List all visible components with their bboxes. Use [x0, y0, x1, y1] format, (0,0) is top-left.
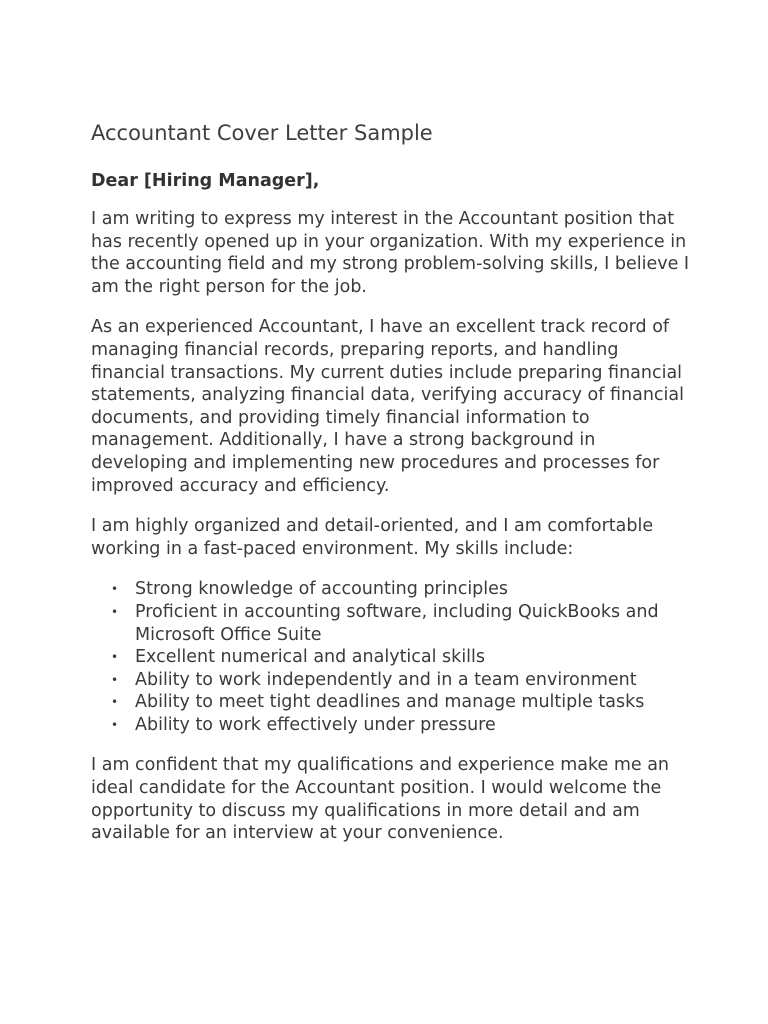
bullet-icon: •	[111, 604, 119, 619]
skill-text: Ability to meet tight deadlines and manage multiple tasks	[135, 692, 645, 713]
list-item	[91, 578, 691, 601]
closing-paragraph: I am confident that my qualifications and experience make me an ideal candidate for the Accountant position. I would welcome the opportunity to discuss my qualifications in more detail and am available for an interview at your convenience.	[91, 755, 670, 844]
list-item	[91, 714, 691, 737]
list-item	[91, 646, 691, 669]
bullet-icon: •	[111, 650, 119, 665]
skills-intro-paragraph: I am highly organized and detail-oriented, and I am comfortable working in a fast-paced environment. My skills include:	[91, 516, 654, 559]
document-title: Accountant Cover Letter Sample	[91, 121, 433, 145]
skill-text: Ability to work independently and in a team environment	[135, 669, 637, 690]
skill-text: Proficient in accounting software, including QuickBooks and Microsoft Office Suite	[135, 601, 659, 645]
intro-paragraph: I am writing to express my interest in the Accountant position that has recently opened up in your organization. With my experience in the accounting field and my strong problem-solving skills, I believe I am the right person for the job.	[91, 209, 690, 297]
skill-text: Excellent numerical and analytical skills	[135, 647, 486, 668]
list-item	[91, 601, 691, 646]
salutation: Dear [Hiring Manager],	[91, 171, 320, 191]
bullet-icon: •	[111, 582, 119, 597]
bullet-icon: •	[111, 695, 119, 710]
list-item	[91, 669, 691, 692]
skill-text: Ability to work effectively under pressure	[135, 714, 496, 735]
skill-text: Strong knowledge of accounting principles	[135, 579, 509, 600]
cover-letter-page	[91, 118, 691, 863]
list-item	[91, 691, 691, 714]
bullet-icon: •	[111, 717, 119, 732]
experience-paragraph: As an experienced Accountant, I have an excellent track record of managing financial records, preparing reports, and handling financial transactions. My current duties include preparing financial statements, analyzing financial data, verifying accuracy of financial documents, and providing timely financial information to management. Additionally, I have a strong background in developing and implementing new procedures and processes for improved accuracy and efficiency.	[91, 317, 684, 496]
bullet-icon: •	[111, 672, 119, 687]
skills-list	[91, 578, 691, 736]
